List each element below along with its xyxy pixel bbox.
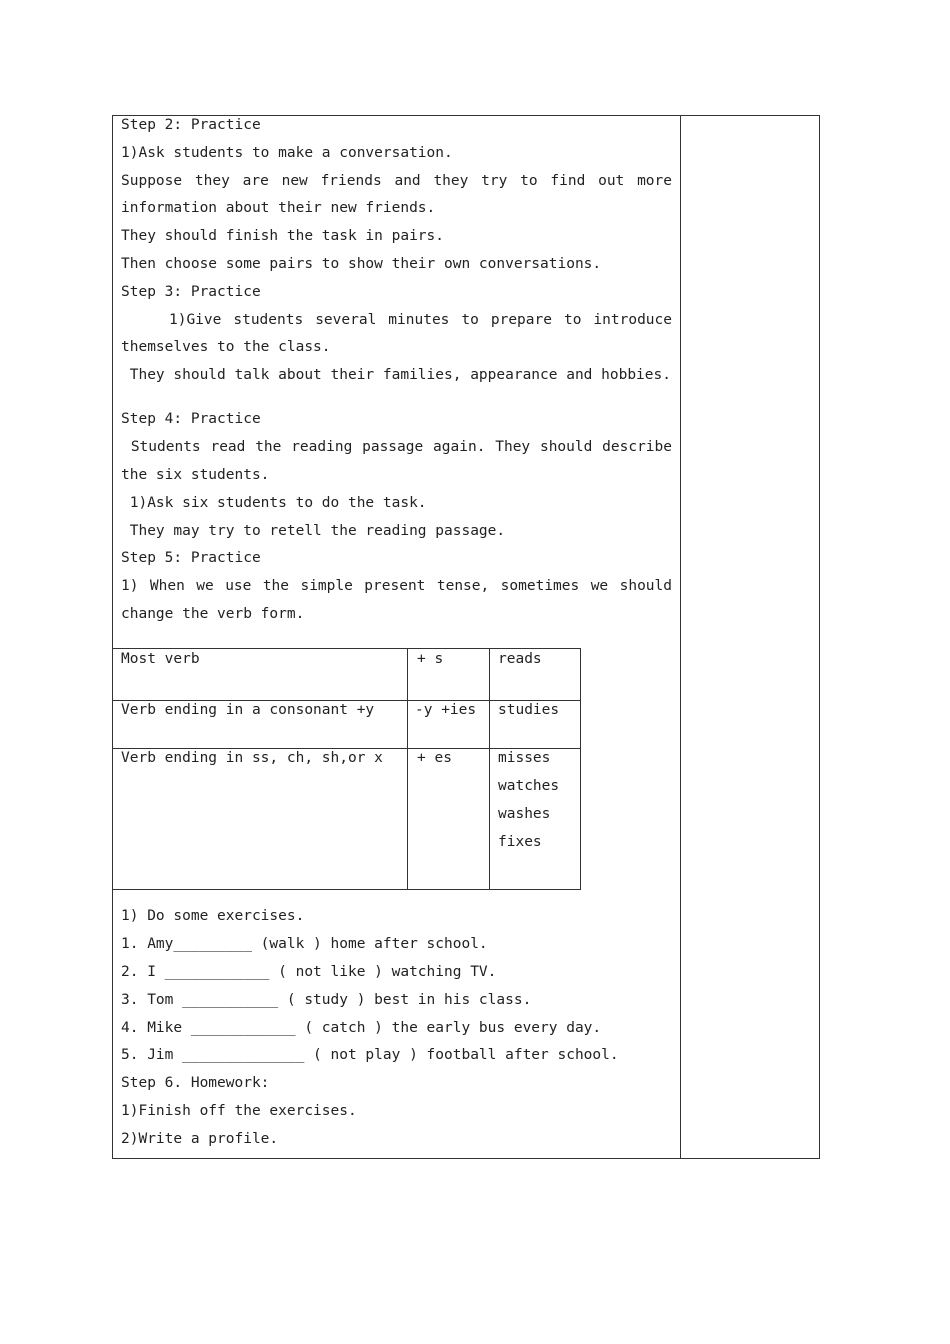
step2-text: Suppose they are new friends and they try to find out more: [121, 173, 672, 189]
table-cell: Verb ending in ss, ch, sh,or x: [121, 750, 383, 766]
step4-read-cont: the six students.: [121, 467, 270, 483]
table-cell: Verb ending in a consonant +y: [121, 702, 375, 718]
table-col-divider: [407, 649, 408, 889]
exercise-item: 1. Amy_________ (walk ) home after school.: [121, 936, 488, 952]
step5-heading: Step 5: Practice: [121, 550, 261, 566]
exercise-item: 3. Tom ___________ ( study ) best in his class.: [121, 992, 532, 1008]
table-cell: misses watches washes fixes: [498, 750, 560, 850]
table-cell: studies: [498, 702, 560, 718]
notes-column-divider: [680, 115, 681, 1159]
step4-read: Students read the reading passage again. They should describe: [121, 439, 672, 455]
step5-item1-cont: change the verb form.: [121, 606, 305, 622]
exercise-item: 5. Jim ______________ ( not play ) football after school.: [121, 1047, 619, 1063]
homework-item: 1)Finish off the exercises.: [121, 1103, 357, 1119]
exercises-heading: 1) Do some exercises.: [121, 908, 305, 924]
homework-item: 2)Write a profile.: [121, 1131, 279, 1147]
step2-show: Then choose some pairs to show their own conversations.: [121, 256, 602, 272]
step4-item1: 1)Ask six students to do the task.: [121, 495, 427, 511]
exercise-item: 2. I ____________ ( not like ) watching TV.: [121, 964, 497, 980]
step3-talk: They should talk about their families, appearance and hobbies.: [121, 367, 671, 383]
table-cell: -y +ies: [415, 702, 477, 718]
verb-form-table: [112, 648, 581, 890]
step4-heading: Step 4: Practice: [121, 411, 261, 427]
step3-heading: Step 3: Practice: [121, 284, 261, 300]
step6-heading: Step 6. Homework:: [121, 1075, 270, 1091]
step3-item1: 1)Give students several minutes to prepare to introduce: [121, 312, 672, 328]
table-cell: reads: [498, 651, 542, 667]
table-cell: + es: [417, 750, 452, 766]
step2-pairs: They should finish the task in pairs.: [121, 228, 445, 244]
step2-item1: 1)Ask students to make a conversation.: [121, 145, 453, 161]
exercise-item: 4. Mike ____________ ( catch ) the early bus every day.: [121, 1020, 602, 1036]
step2-heading: Step 2: Practice: [121, 117, 261, 133]
step4-retell: They may try to retell the reading passage.: [121, 523, 506, 539]
table-cell: Most verb: [121, 651, 200, 667]
step5-item1: 1) When we use the simple present tense, sometimes we should: [121, 578, 672, 594]
step2-text-cont: information about their new friends.: [121, 200, 436, 216]
table-cell: + s: [417, 651, 444, 667]
table-col-divider: [489, 649, 490, 889]
step3-item1-cont: themselves to the class.: [121, 339, 331, 355]
